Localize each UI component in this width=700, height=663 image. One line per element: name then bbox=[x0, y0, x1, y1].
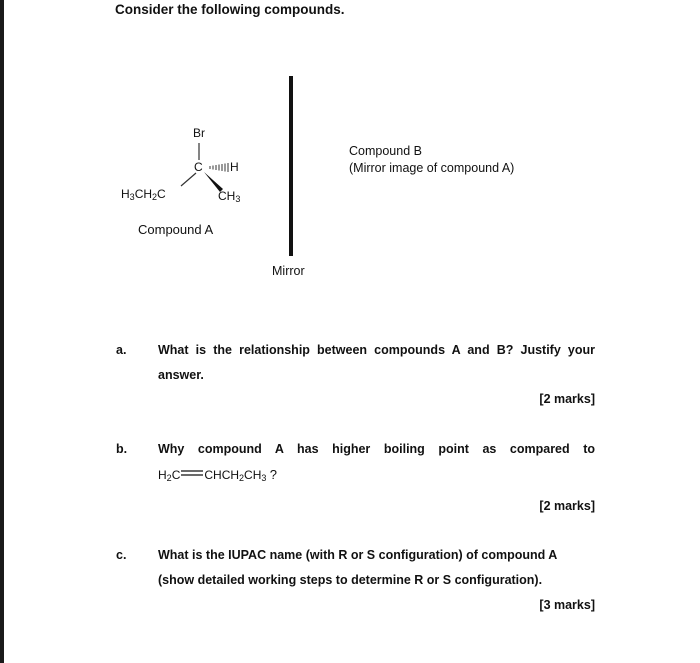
bond-c-left bbox=[181, 173, 196, 186]
question-letter: b. bbox=[116, 442, 128, 456]
question-letter: c. bbox=[116, 548, 127, 562]
question-marks: [2 marks] bbox=[539, 392, 595, 406]
question-text-line1: Why compound A has higher boiling point as compared to bbox=[158, 442, 595, 456]
question-text-line2: (show detailed working steps to determine R or S configuration). bbox=[158, 573, 543, 587]
question-marks: [3 marks] bbox=[539, 598, 595, 612]
hydrogen-label: H bbox=[230, 160, 239, 174]
double-bond bbox=[180, 468, 204, 478]
mirror-line bbox=[289, 76, 293, 256]
compound-b-title: Compound B bbox=[349, 144, 422, 158]
formula-but-1-ene: $H_2C$ $CHCH_2CH_3$ ? bbox=[158, 467, 277, 483]
ethyl-group-label: $H_3CH_2C$ bbox=[121, 187, 166, 202]
mirror-label: Mirror bbox=[272, 264, 305, 278]
compound-b-subtitle: (Mirror image of compound A) bbox=[349, 161, 515, 175]
methyl-group-label: $CH_3$ bbox=[218, 189, 241, 204]
question-letter: a. bbox=[116, 343, 127, 357]
compound-a-label: Compound A bbox=[138, 222, 214, 237]
intro-text: Consider the following compounds. bbox=[115, 2, 345, 17]
question-text-line1: What is the IUPAC name (with R or S configuration) of compound A bbox=[158, 548, 558, 562]
question-text-line2: answer. bbox=[158, 368, 204, 382]
question-text-line1: What is the relationship between compounds A and B? Justify your bbox=[158, 343, 595, 357]
question-marks: [2 marks] bbox=[539, 499, 595, 513]
hashed-bond-h bbox=[210, 163, 228, 172]
chiral-carbon-label: C bbox=[194, 160, 203, 174]
bromine-label: Br bbox=[193, 126, 205, 140]
